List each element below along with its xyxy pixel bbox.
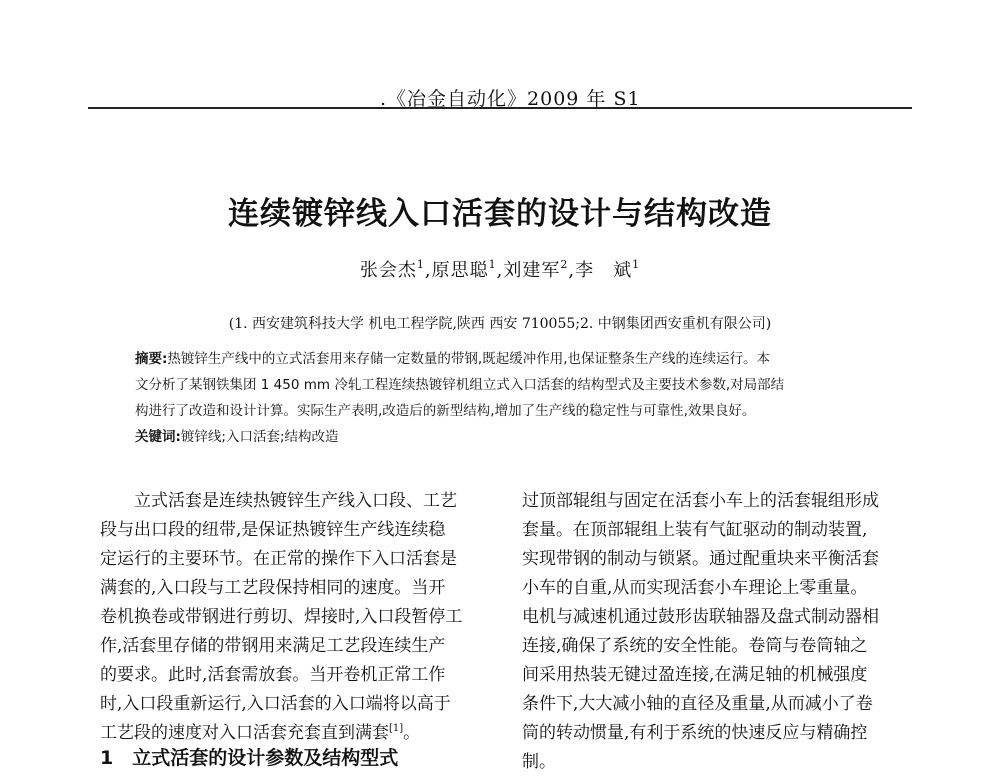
- body-line: 段与出口段的纽带,是保证热镀锌生产线连续稳: [100, 520, 446, 540]
- body-line: 立式活套是连续热镀锌生产线入口段、工艺: [100, 491, 457, 511]
- keywords-line: [135, 424, 895, 450]
- body-line: 定运行的主要环节。在正常的操作下入口活套是: [100, 549, 457, 569]
- body-line: 制。: [522, 752, 556, 772]
- body-line: 电机与减速机通过鼓形齿联轴器及盘式制动器相: [522, 607, 879, 627]
- body-line: 时,入口段重新运行,入口活套的入口端将以高于: [100, 694, 451, 714]
- body-line: 过顶部辊组与固定在活套小车上的活套辊组形成: [522, 491, 879, 511]
- body-column-right: [522, 487, 914, 777]
- body-text: 工艺段的速度对入口活套充套直到满套: [100, 723, 389, 743]
- author-list: 张会杰$^1$,原思聪$^1$,刘建军$^2$,李 斌$^1$: [359, 258, 641, 281]
- body-line: 小车的自重,从而实现活套小车理论上零重量。: [522, 578, 868, 598]
- running-header: .《冶金自动化》2009 年 S1: [380, 88, 641, 110]
- body-text-end: 。: [403, 723, 421, 743]
- body-line: 卷机换卷或带钢进行剪切、焊接时,入口段暂停工: [100, 607, 463, 627]
- abstract-block: [135, 346, 895, 450]
- body-line: 实现带钢的制动与锁紧。通过配重块来平衡活套: [522, 549, 879, 569]
- author-affiliation-mark: 1: [488, 258, 497, 271]
- author-name: 刘建军: [503, 260, 561, 281]
- body-line: 连接,确保了系统的安全性能。卷筒与卷筒轴之: [522, 636, 868, 656]
- author-affiliation-mark: 2: [560, 258, 569, 271]
- abstract-label: 摘要:: [135, 351, 168, 367]
- keywords-label: 关键词:: [135, 429, 181, 445]
- body-line: 的要求。此时,活套需放套。当开卷机正常工作: [100, 665, 446, 685]
- author-name: 李 斌: [575, 260, 633, 281]
- keywords-text: 镀锌线;入口活套;结构改造: [180, 429, 339, 445]
- abstract-line: 文分析了某钢铁集团 1 450 mm 冷轧工程连续热镀锌机组立式入口活套的结构型式及主要技术参数,对局部结: [135, 377, 785, 393]
- section-heading: 1 立式活套的设计参数及结构型式: [100, 747, 399, 769]
- abstract-line: 构进行了改造和设计计算。实际生产表明,改造后的新型结构,增加了生产线的稳定性与可靠性,效果良好。: [135, 403, 756, 419]
- body-line: 条件下,大大减小轴的直径及重量,从而减小了卷: [522, 694, 873, 714]
- body-line: 满套的,入口段与工艺段保持相同的速度。当开: [100, 578, 446, 598]
- body-line: 作,活套里存储的带钢用来满足工艺段连续生产: [100, 636, 446, 656]
- header-rule: [88, 107, 912, 109]
- author-affiliation-mark: 1: [632, 258, 641, 271]
- author-affiliation-mark: 1: [416, 258, 425, 271]
- body-line: 套量。在顶部辊组上装有气缸驱动的制动装置,: [522, 520, 868, 540]
- affiliation: (1. 西安建筑科技大学 机电工程学院,陕西 西安 710055;2. 中钢集团西安重机有限公司): [228, 316, 772, 332]
- citation-ref: [1]: [389, 723, 404, 734]
- author-name: 原思聪: [431, 260, 489, 281]
- body-line: 间采用热装无键过盈连接,在满足轴的机械强度: [522, 665, 868, 685]
- paper-title: 连续镀锌线入口活套的设计与结构改造: [228, 196, 772, 232]
- author-name: 张会杰: [359, 260, 417, 281]
- body-line: 筒的转动惯量,有利于系统的快速反应与精确控: [522, 723, 868, 743]
- body-column-left: [100, 487, 492, 748]
- abstract-text: 热镀锌生产线中的立式活套用来存储一定数量的带钢,既起缓冲作用,也保证整条生产线的连续运行。本: [167, 351, 770, 367]
- abstract-line: [135, 346, 895, 372]
